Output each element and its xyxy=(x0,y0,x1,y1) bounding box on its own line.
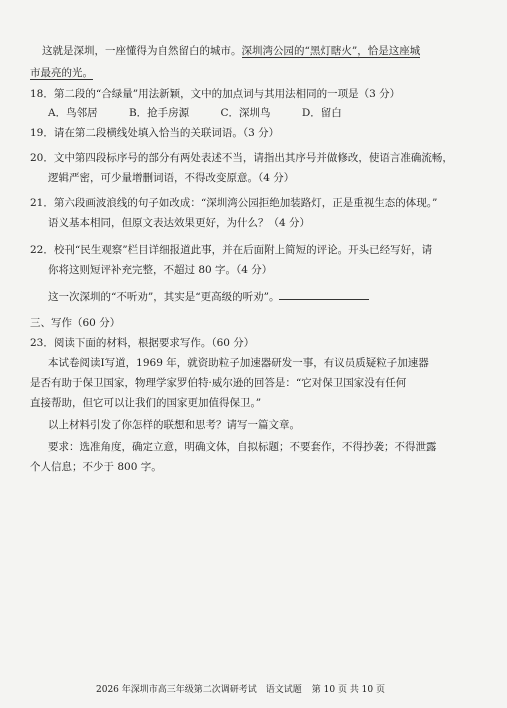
question-22-line-2: 你将这则短评补充完整，不超过 80 字。（4 分） xyxy=(48,264,273,276)
requirements-line-1: 要求：选准角度，确定立意，明确文体，自拟标题；不要套作，不得抄袭；不得泄露 xyxy=(48,441,437,453)
question-19: 19．请在第二段横线处填入恰当的关联词语。（3 分） xyxy=(30,127,280,139)
question-20-line-1: 20．文中第四段标序号的部分有两处表述不当，请指出其序号并做修改，使语言准确流畅， xyxy=(30,152,453,164)
writing-prompt: 以上材料引发了你怎样的联想和思考？请写一篇文章。 xyxy=(48,419,300,431)
question-22-given xyxy=(48,289,369,304)
material-line-2: 是否有助于保卫国家，物理学家罗伯特·威尔逊的回答是：“它对保卫国家没有任何 xyxy=(30,377,407,389)
intro-underlined-text: 深圳湾公园的“黑灯瞎火”，恰是这座城 xyxy=(241,45,421,57)
question-21-line-2: 语义基本相同，但原文表达效果更好，为什么？（4 分） xyxy=(48,217,311,229)
intro-text: 这就是深圳，一座懂得为自然留白的城市。 xyxy=(42,45,242,57)
question-23: 23．阅读下面的材料，根据要求写作。（60 分） xyxy=(30,337,255,349)
intro-line-1 xyxy=(42,44,420,58)
option-a: A．鸟邻居 xyxy=(48,107,98,119)
option-c: C．深圳鸟 xyxy=(220,107,271,119)
requirements-line-2: 个人信息；不少于 800 字。 xyxy=(30,461,162,473)
material-line-3: 直接帮助，但它可以让我们的国家更加值得保卫。” xyxy=(30,397,262,409)
intro-line-2 xyxy=(30,66,93,80)
given-sentence: 这一次深圳的“不听劝”，其实是“更高级的听劝”。 xyxy=(48,291,280,303)
footer-exam-title: 2026 年深圳市高三年级第二次调研考试 语文试题 xyxy=(96,685,302,695)
question-21-line-1: 21．第六段画波浪线的句子如改成：“深圳湾公园拒绝加装路灯，正是重视生态的体现。” xyxy=(30,197,438,209)
question-18: 18．第二段的“合绿量”用法新颖，文中的加点词与其用法相同的一项是（3 分） xyxy=(30,88,401,100)
question-20-line-2: 逻辑严密，可少量增删词语，不得改变原意。（4 分） xyxy=(48,172,295,184)
material-line-1: 本试卷阅读Ⅰ写道，1969 年，就资助粒子加速器研发一事，有议员质疑粒子加速器 xyxy=(48,357,429,369)
page-footer xyxy=(96,683,385,697)
section-3-title: 三、写作（60 分） xyxy=(30,317,121,329)
option-d: D．留白 xyxy=(301,107,342,119)
footer-page-number: 第 10 页 共 10 页 xyxy=(311,685,385,695)
question-18-options xyxy=(48,106,370,120)
answer-blank xyxy=(279,289,369,300)
intro-underlined-end: 市最亮的光。 xyxy=(30,67,93,79)
question-22-line-1: 22．校刊“民生观察”栏目详细报道此事，并在后面附上简短的评论。开头已经写好，请 xyxy=(30,244,433,256)
option-b: B．抢手房源 xyxy=(128,107,190,119)
